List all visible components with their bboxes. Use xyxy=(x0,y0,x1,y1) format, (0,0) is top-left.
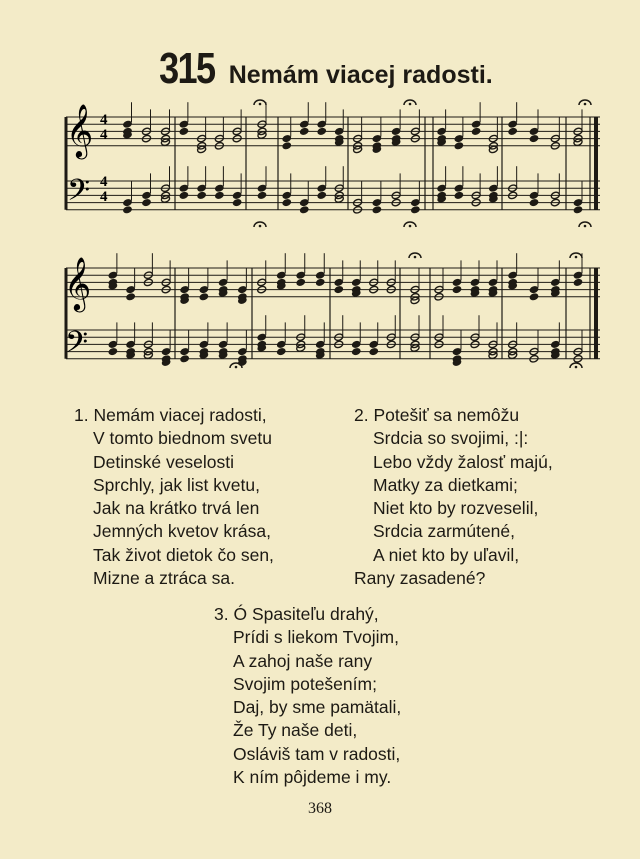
time-signature-bottom: 4 xyxy=(100,189,108,205)
note-head xyxy=(369,347,379,356)
note-head xyxy=(573,278,583,287)
hymn-number: 315 xyxy=(159,44,215,93)
note-head xyxy=(296,271,306,280)
note-head xyxy=(179,191,189,200)
note-head xyxy=(508,127,518,136)
verse-line: Daj, by sme pamätali, xyxy=(233,697,402,718)
note-head xyxy=(315,278,325,287)
fermata-icon xyxy=(575,256,578,259)
verse-line: Sprchly, jak list kvetu, xyxy=(93,474,260,495)
treble-clef-icon: 𝄞 xyxy=(64,256,92,310)
note-head xyxy=(126,340,136,349)
verse-3 xyxy=(214,603,401,789)
note-head xyxy=(391,127,401,136)
verse-line: Osláviš tam v radosti, xyxy=(233,743,401,764)
note-head xyxy=(218,278,228,287)
note-head xyxy=(123,120,133,129)
note-head xyxy=(529,293,539,302)
note-head xyxy=(257,333,267,342)
note-head xyxy=(452,347,462,356)
note-head xyxy=(199,293,209,302)
note-head xyxy=(123,206,133,215)
notes xyxy=(108,100,591,368)
note-head xyxy=(529,127,539,136)
fermata-icon xyxy=(584,103,587,106)
note-head xyxy=(179,184,189,193)
fermata-icon xyxy=(259,103,262,106)
verse-line: Detinské veselosti xyxy=(93,451,235,472)
verse-line: Ó Spasiteľu drahý, xyxy=(233,604,379,624)
note-head xyxy=(508,271,518,280)
note-head xyxy=(296,278,306,287)
verse-line: Tak život dietok čo sen, xyxy=(93,544,274,565)
note-head xyxy=(214,184,224,193)
note-head xyxy=(108,271,118,280)
note-head xyxy=(299,127,309,136)
note-head xyxy=(126,285,136,294)
verse-number: 1. xyxy=(74,405,89,425)
note-head xyxy=(529,285,539,294)
note-head xyxy=(334,278,344,287)
note-head xyxy=(108,340,118,349)
verse-line: Nemám viacej radosti, xyxy=(93,405,267,425)
note-head xyxy=(282,191,292,200)
note-head xyxy=(282,134,292,143)
fermata-icon xyxy=(409,103,412,106)
note-head xyxy=(488,184,498,193)
note-head xyxy=(454,184,464,193)
verse-line: Prídi s liekom Tvojim, xyxy=(233,627,399,648)
bass-clef-icon: 𝄢 xyxy=(67,174,91,215)
note-head xyxy=(232,198,242,207)
note-head xyxy=(372,206,382,215)
note-head xyxy=(471,127,481,136)
note-head xyxy=(197,184,207,193)
note-head xyxy=(299,198,309,207)
verse-line: Matky za dietkami; xyxy=(373,474,518,495)
verse-line: K ním pôjdeme i my. xyxy=(233,767,392,788)
note-head xyxy=(470,278,480,287)
note-head xyxy=(197,191,207,200)
verse-line: Potešiť sa nemôžu xyxy=(373,405,520,425)
note-head xyxy=(214,191,224,200)
note-head xyxy=(161,347,171,356)
note-head xyxy=(452,285,462,294)
note-head xyxy=(126,293,136,302)
fermata-icon xyxy=(584,225,587,228)
note-head xyxy=(257,184,267,193)
note-head xyxy=(276,340,286,349)
note-head xyxy=(437,184,447,193)
note-head xyxy=(180,347,190,356)
note-head xyxy=(276,347,286,356)
verse-number: 2. xyxy=(354,405,369,425)
note-head xyxy=(410,206,420,215)
time-signature xyxy=(100,112,108,205)
note-head xyxy=(317,184,327,193)
verse-line: Mizne a ztráca sa. xyxy=(93,568,235,589)
time-signature-bottom: 4 xyxy=(100,127,108,143)
note-head xyxy=(317,127,327,136)
note-head xyxy=(299,120,309,129)
note-head xyxy=(452,278,462,287)
note-head xyxy=(573,206,583,215)
note-head xyxy=(276,271,286,280)
note-head xyxy=(334,285,344,294)
note-head xyxy=(334,127,344,136)
verse-line: V tomto biednom svetu xyxy=(93,428,272,449)
note-head xyxy=(282,142,292,151)
note-head xyxy=(437,127,447,136)
verse-line: Srdcia so svojimi, :|: xyxy=(373,428,529,449)
verse-1 xyxy=(74,404,274,590)
note-head xyxy=(123,198,133,207)
verse-line: Že Ty naše deti, xyxy=(233,720,358,741)
treble-clef-icon: 𝄞 xyxy=(66,103,94,157)
clefs xyxy=(64,103,93,367)
note-head xyxy=(410,198,420,207)
fermata-icon xyxy=(575,366,578,369)
note-head xyxy=(199,340,209,349)
note-head xyxy=(142,191,152,200)
note-head xyxy=(199,285,209,294)
music-score xyxy=(0,0,640,390)
note-head xyxy=(237,347,247,356)
note-head xyxy=(179,127,189,136)
staff-lines xyxy=(66,117,600,359)
note-head xyxy=(573,198,583,207)
note-head xyxy=(232,191,242,200)
time-signature-top: 4 xyxy=(100,112,108,128)
note-head xyxy=(573,271,583,280)
note-head xyxy=(315,271,325,280)
note-head xyxy=(237,285,247,294)
hymn-title: Nemám viacej radosti. xyxy=(228,61,493,89)
bass-clef-icon: 𝄢 xyxy=(65,326,89,367)
fermata-icon xyxy=(409,225,412,228)
verse-line: A niet kto by uľavil, xyxy=(373,544,520,565)
note-head xyxy=(179,120,189,129)
note-head xyxy=(372,134,382,143)
note-head xyxy=(142,198,152,207)
verse-line: A zahoj naše rany xyxy=(233,650,373,671)
verse-2 xyxy=(354,404,553,590)
note-head xyxy=(180,285,190,294)
note-head xyxy=(488,278,498,287)
note-head xyxy=(351,340,361,349)
note-head xyxy=(550,340,560,349)
note-head xyxy=(351,278,361,287)
note-head xyxy=(317,120,327,129)
time-signature-top: 4 xyxy=(100,174,108,190)
note-head xyxy=(351,347,361,356)
note-head xyxy=(317,191,327,200)
note-head xyxy=(529,191,539,200)
note-head xyxy=(454,142,464,151)
note-head xyxy=(529,198,539,207)
fermata-icon xyxy=(414,256,417,259)
fermata-icon xyxy=(235,366,238,369)
fermata-icon xyxy=(259,225,262,228)
verse-number: 3. xyxy=(214,604,229,624)
note-head xyxy=(108,347,118,356)
note-head xyxy=(315,340,325,349)
verse-line: Jemných kvetov krása, xyxy=(93,521,271,542)
note-head xyxy=(471,120,481,129)
note-head xyxy=(282,198,292,207)
verse-line: Lebo vždy žalosť majú, xyxy=(373,451,553,472)
page-number: 368 xyxy=(308,800,332,817)
note-head xyxy=(257,191,267,200)
note-head xyxy=(372,198,382,207)
note-head xyxy=(369,340,379,349)
note-head xyxy=(508,120,518,129)
verse-line: Svojim potešením; xyxy=(233,673,377,694)
note-head xyxy=(180,355,190,364)
note-head xyxy=(454,134,464,143)
note-head xyxy=(550,278,560,287)
verse-line: Rany zasadené? xyxy=(354,568,486,589)
note-head xyxy=(454,191,464,200)
verse-line: Srdcia zarmútené, xyxy=(373,521,516,542)
note-head xyxy=(218,340,228,349)
verse-line: Niet kto by rozveselil, xyxy=(373,498,539,519)
note-head xyxy=(529,134,539,143)
verse-line: Jak na krátko trvá len xyxy=(93,498,260,519)
note-head xyxy=(299,206,309,215)
